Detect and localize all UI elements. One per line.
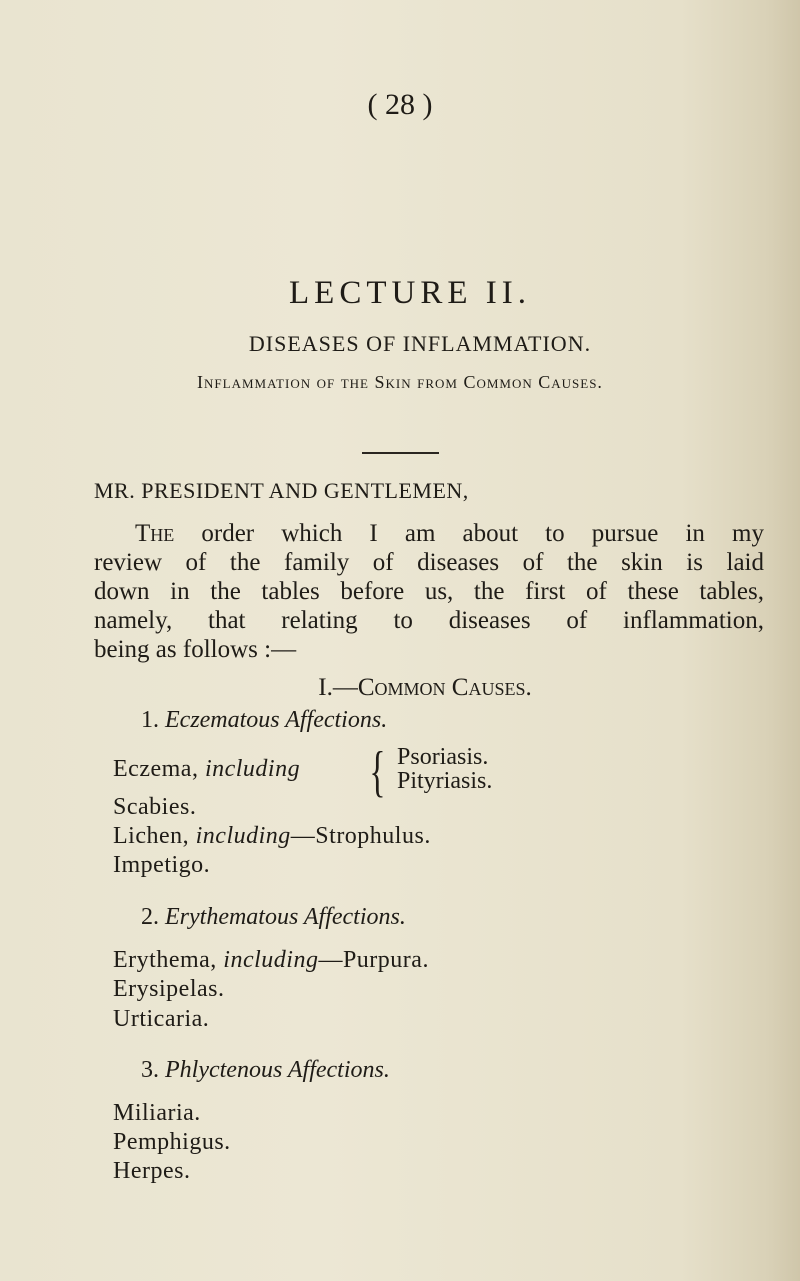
page-number: ( 28 ): [367, 88, 433, 121]
list-item: Miliaria.: [113, 1100, 201, 1126]
list-item: [113, 756, 300, 783]
item-name: Erythema,: [113, 947, 224, 973]
list-item: Erysipelas.: [113, 976, 225, 1002]
item-rest: —Strophulus.: [290, 823, 431, 849]
paragraph-line: being as follows :—: [94, 636, 297, 663]
category-number: 3.: [141, 1057, 159, 1083]
paragraph-line: down in the tables before us, the first of these tables,: [94, 578, 764, 605]
category-heading: [141, 904, 406, 931]
list-item: Scabies.: [113, 794, 197, 820]
list-item: Pemphigus.: [113, 1129, 231, 1155]
category-title: Phlyctenous Affections.: [165, 1057, 390, 1083]
sub-item: Psoriasis.: [397, 744, 489, 770]
list-item: [113, 823, 431, 850]
category-heading: [141, 1057, 390, 1084]
brace-icon: {: [369, 741, 386, 803]
item-rest: —Purpura.: [318, 947, 429, 973]
item-qualifier: including: [195, 823, 291, 849]
section-heading-text: I.—Common Causes.: [318, 674, 532, 701]
list-item: Impetigo.: [113, 852, 211, 878]
lecture-title: LECTURE II.: [289, 275, 531, 311]
divider-rule: [362, 452, 439, 454]
paragraph-line: namely, that relating to diseases of inflammation,: [94, 607, 764, 634]
chapter-subtitle: DISEASES OF INFLAMMATION.: [248, 331, 592, 356]
section-heading: [0, 674, 800, 702]
paragraph-line: review of the family of diseases of the skin is laid: [94, 549, 764, 576]
list-item: [113, 947, 429, 974]
section-subtitle: Inflammation of the Skin from Common Causes.: [197, 372, 603, 392]
category-heading: [141, 707, 387, 734]
paragraph-line-text: order which I am about to pursue in my: [174, 520, 764, 547]
list-item: Urticaria.: [113, 1006, 210, 1032]
category-number: 1.: [141, 707, 159, 733]
category-title: Eczematous Affections.: [165, 707, 388, 733]
item-qualifier: including: [204, 756, 301, 782]
item-name: Lichen,: [113, 823, 196, 849]
item-name: Eczema,: [113, 756, 205, 782]
paragraph-line: [94, 519, 764, 548]
paragraph-lead-word: The: [135, 520, 175, 547]
category-title: Erythematous Affections.: [165, 904, 406, 930]
salutation: MR. PRESIDENT AND GENTLEMEN,: [94, 478, 469, 503]
item-qualifier: including: [223, 947, 319, 973]
sub-item: Pityriasis.: [397, 768, 493, 794]
intro-paragraph: [94, 519, 764, 664]
category-number: 2.: [141, 904, 159, 930]
list-item: Herpes.: [113, 1158, 191, 1184]
